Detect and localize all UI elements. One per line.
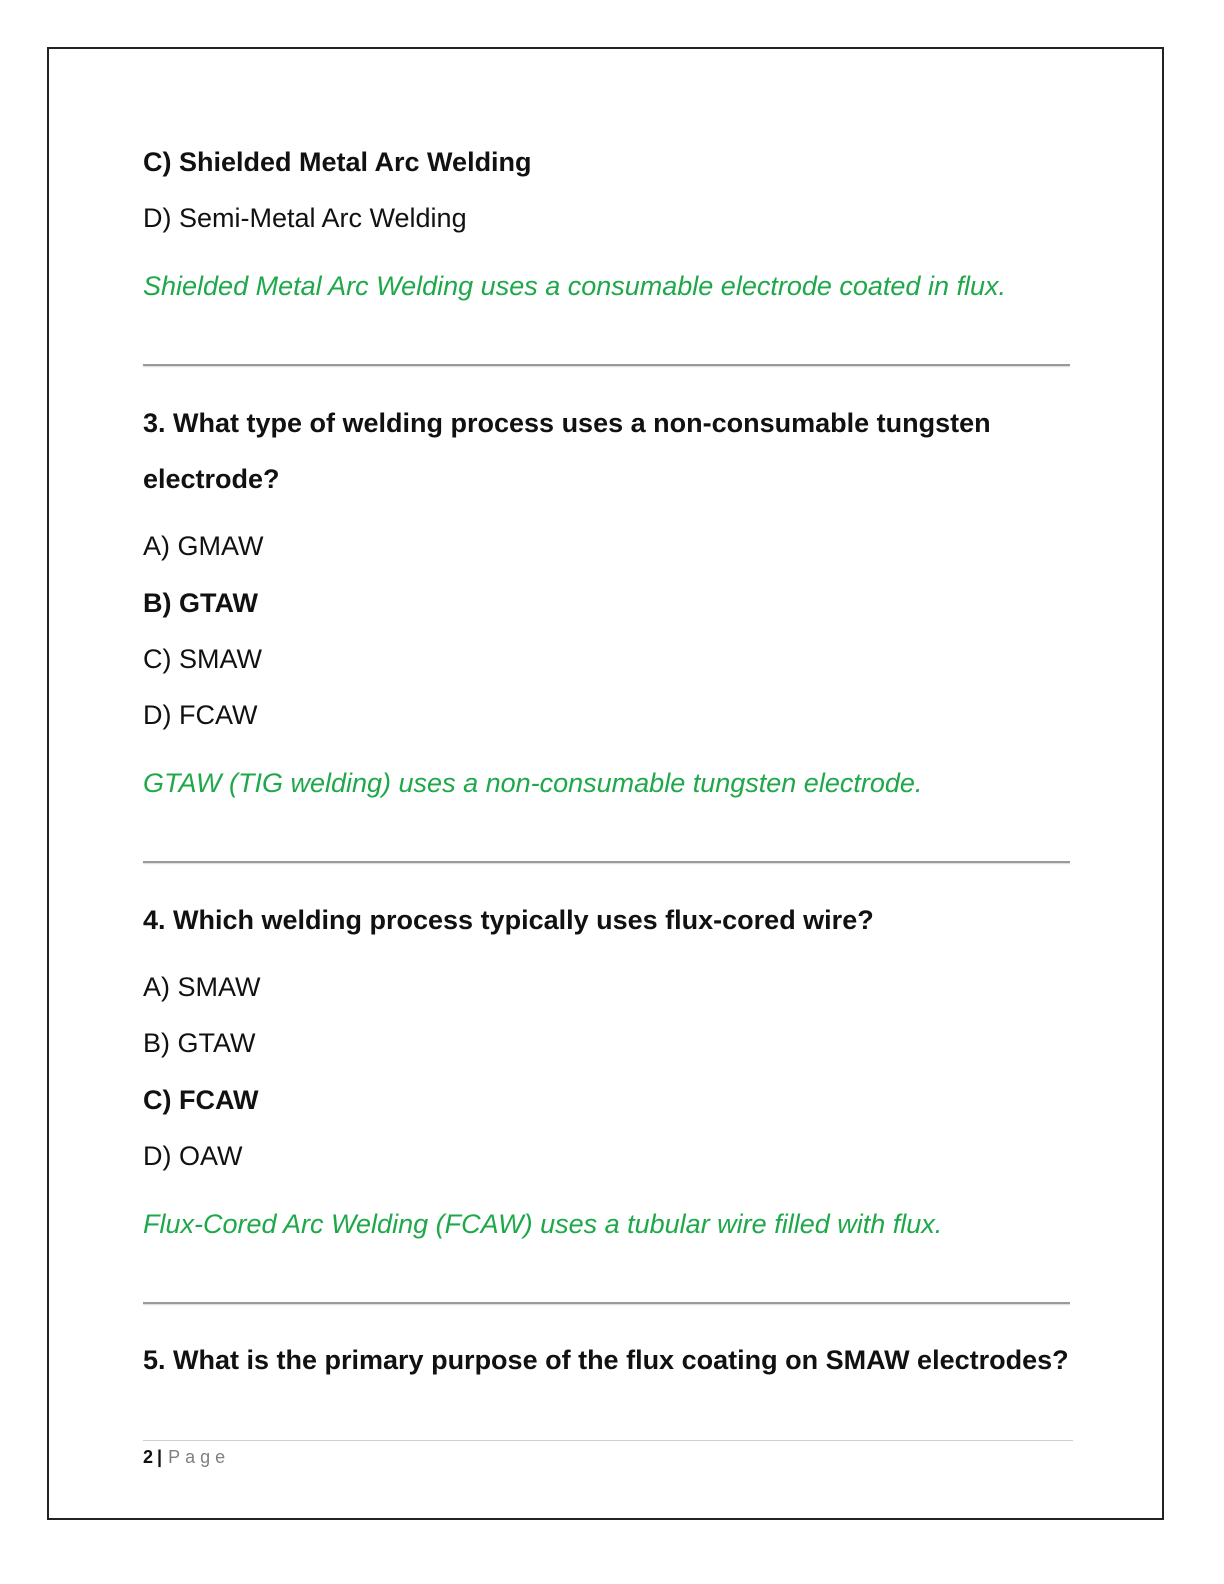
- q4-option-d: D) OAW: [143, 1141, 243, 1171]
- q3-option-c: C) SMAW: [143, 644, 262, 674]
- page-label: Page: [168, 1447, 231, 1467]
- q4-option-b: B) GTAW: [143, 1028, 256, 1058]
- q3-explanation: GTAW (TIG welding) uses a non-consumable tungsten electrode.: [143, 768, 923, 798]
- q4-option-c-correct: C) FCAW: [143, 1085, 259, 1115]
- q2-explanation: Shielded Metal Arc Welding uses a consumable electrode coated in flux.: [143, 271, 1006, 301]
- question-divider: [143, 1302, 1070, 1304]
- q3-option-d: D) FCAW: [143, 700, 258, 730]
- q2-option-c-correct: C) Shielded Metal Arc Welding: [143, 147, 532, 177]
- q5-question: 5. What is the primary purpose of the flux coating on SMAW electrodes?: [143, 1345, 1069, 1375]
- question-divider: [143, 861, 1070, 863]
- q4-option-a: A) SMAW: [143, 972, 261, 1002]
- q4-explanation: Flux-Cored Arc Welding (FCAW) uses a tubular wire filled with flux.: [143, 1209, 943, 1239]
- page-separator: |: [157, 1447, 163, 1467]
- q3-option-a: A) GMAW: [143, 531, 264, 561]
- question-divider: [143, 364, 1070, 366]
- q3-option-b-correct: B) GTAW: [143, 588, 258, 618]
- footer-rule: [143, 1440, 1073, 1441]
- page-number: 2: [143, 1447, 154, 1467]
- page-footer: [143, 1445, 230, 1469]
- q2-option-d: D) Semi-Metal Arc Welding: [143, 203, 467, 233]
- q3-question-line2: electrode?: [143, 464, 280, 494]
- q4-question: 4. Which welding process typically uses flux-cored wire?: [143, 905, 874, 935]
- q3-question-line1: 3. What type of welding process uses a non-consumable tungsten: [143, 408, 991, 438]
